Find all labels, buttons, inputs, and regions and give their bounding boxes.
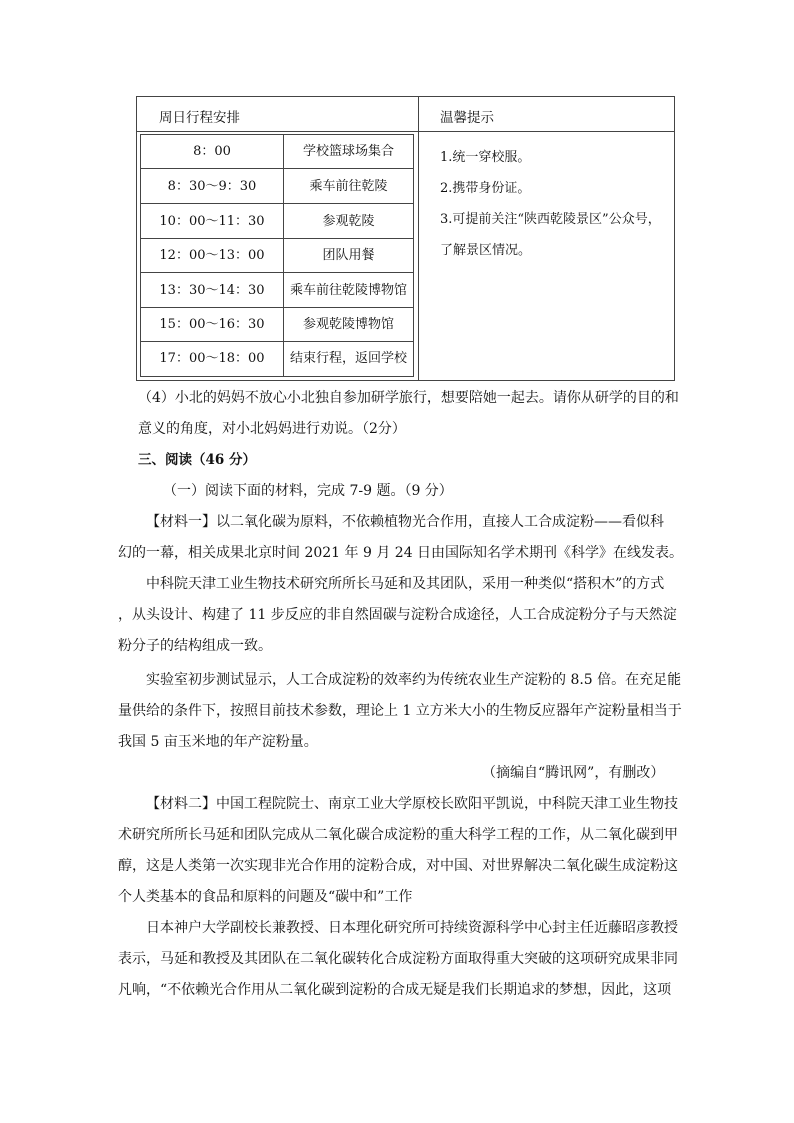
itinerary-row [141, 135, 413, 169]
material2-line: 凡响，“不依赖光合作用从二氧化碳到淀粉的合成无疑是我们长期追求的梦想，因此，这项 [118, 982, 672, 998]
column-divider [418, 97, 419, 380]
itinerary-row [141, 239, 413, 273]
material1-source: （摘编自“腾讯网”，有删改） [482, 765, 665, 781]
material2-line: 日本神户大学副校长兼教授、日本理化研究所可持续资源科学中心封主任近藤昭彦教授 [146, 920, 678, 936]
tips-list [440, 142, 672, 266]
material1-line: 我国 5 亩玉米地的年产淀粉量。 [118, 734, 318, 750]
itinerary-time: 15：00～16：30 [159, 317, 265, 332]
itinerary-time: 8：00 [193, 144, 231, 159]
itinerary-activity: 乘车前往乾陵博物馆 [289, 283, 407, 298]
material2-line: 表示，马延和教授及其团队在二氧化碳转化合成淀粉方面取得重大突破的这项研究成果非同 [118, 951, 678, 967]
material1-line: 粉分子的结构组成一致。 [118, 638, 272, 654]
itinerary-row [141, 205, 413, 239]
material1-line: 【材料一】以二氧化碳为原料，不依赖植物光合作用，直接人工合成淀粉——看似科 [146, 514, 664, 530]
itinerary-row [141, 170, 413, 204]
itinerary-row [141, 274, 413, 308]
tip-item: 2.携带身份证。 [440, 181, 531, 196]
question-4-line-2: 意义的角度，对小北妈妈进行劝说。（2分） [138, 421, 406, 437]
itinerary-row [141, 308, 413, 342]
material1-line: 幻的一幕，相关成果北京时间 2021 年 9 月 24 日由国际知名学术期刊《科学》在线发表。 [118, 545, 684, 561]
itinerary-activity: 学校篮球场集合 [302, 144, 394, 159]
material2-line: 醇，这是人类第一次实现非光合作用的淀粉合成，对中国、对世界解决二氧化碳生成淀粉这 [118, 858, 678, 874]
tip-item: 了解景区情况。 [440, 243, 532, 258]
material2-line: 个人类基本的食品和原料的问题及“碳中和”工作 [118, 889, 413, 905]
section-heading: 三、阅读（46 分） [138, 452, 256, 468]
itinerary-time: 12：00～13：00 [159, 248, 265, 263]
schedule-table [136, 96, 675, 381]
material2-line: 【材料二】中国工程院院士、南京工业大学原校长欧阳平凯说，中科院天津工业生物技 [146, 796, 678, 812]
section-instruction: （一）阅读下面的材料，完成 7-9 题。（9 分） [163, 483, 453, 499]
itinerary-activity: 参观乾陵 [322, 214, 375, 229]
itinerary-time: 17：00～18：00 [159, 351, 265, 366]
schedule-header-right: 温馨提示 [440, 110, 494, 126]
schedule-header-left: 周日行程安排 [159, 110, 240, 126]
header-divider [137, 131, 674, 132]
material1-line: 量供给的条件下，按照目前技术参数，理论上 1 立方米大小的生物反应器年产淀粉量相当于 [118, 703, 682, 719]
material1-line: 实验室初步测试显示，人工合成淀粉的效率约为传统农业生产淀粉的 8.5 倍。在充足能 [146, 672, 682, 688]
itinerary-time: 10：00～11：30 [159, 214, 265, 229]
itinerary-row [141, 342, 413, 376]
itinerary-table [140, 134, 414, 377]
material1-line: 中科院天津工业生物技术研究所所长马延和及其团队，采用一种类似“搭积木”的方式 [146, 576, 665, 592]
itinerary-activity: 团队用餐 [322, 248, 375, 263]
tip-item: 3.可提前关注“陕西乾陵景区”公众号， [440, 212, 661, 227]
itinerary-activity: 结束行程，返回学校 [289, 351, 407, 366]
tip-item: 1.统一穿校服。 [440, 150, 531, 165]
itinerary-activity: 乘车前往乾陵 [309, 179, 388, 194]
itinerary-time: 8：30～9：30 [167, 179, 257, 194]
material2-line: 术研究所所长马延和团队完成从二氧化碳合成淀粉的重大科学工程的工作，从二氧化碳到甲 [118, 827, 678, 843]
material1-line: ，从头设计、构建了 11 步反应的非自然固碳与淀粉合成途径，人工合成淀粉分子与天然淀 [118, 607, 677, 623]
question-4-line-1: （4）小北的妈妈不放心小北独自参加研学旅行，想要陪她一起去。请你从研学的目的和 [138, 390, 679, 406]
itinerary-activity: 参观乾陵博物馆 [302, 317, 394, 332]
itinerary-time: 13：30～14：30 [159, 283, 265, 298]
